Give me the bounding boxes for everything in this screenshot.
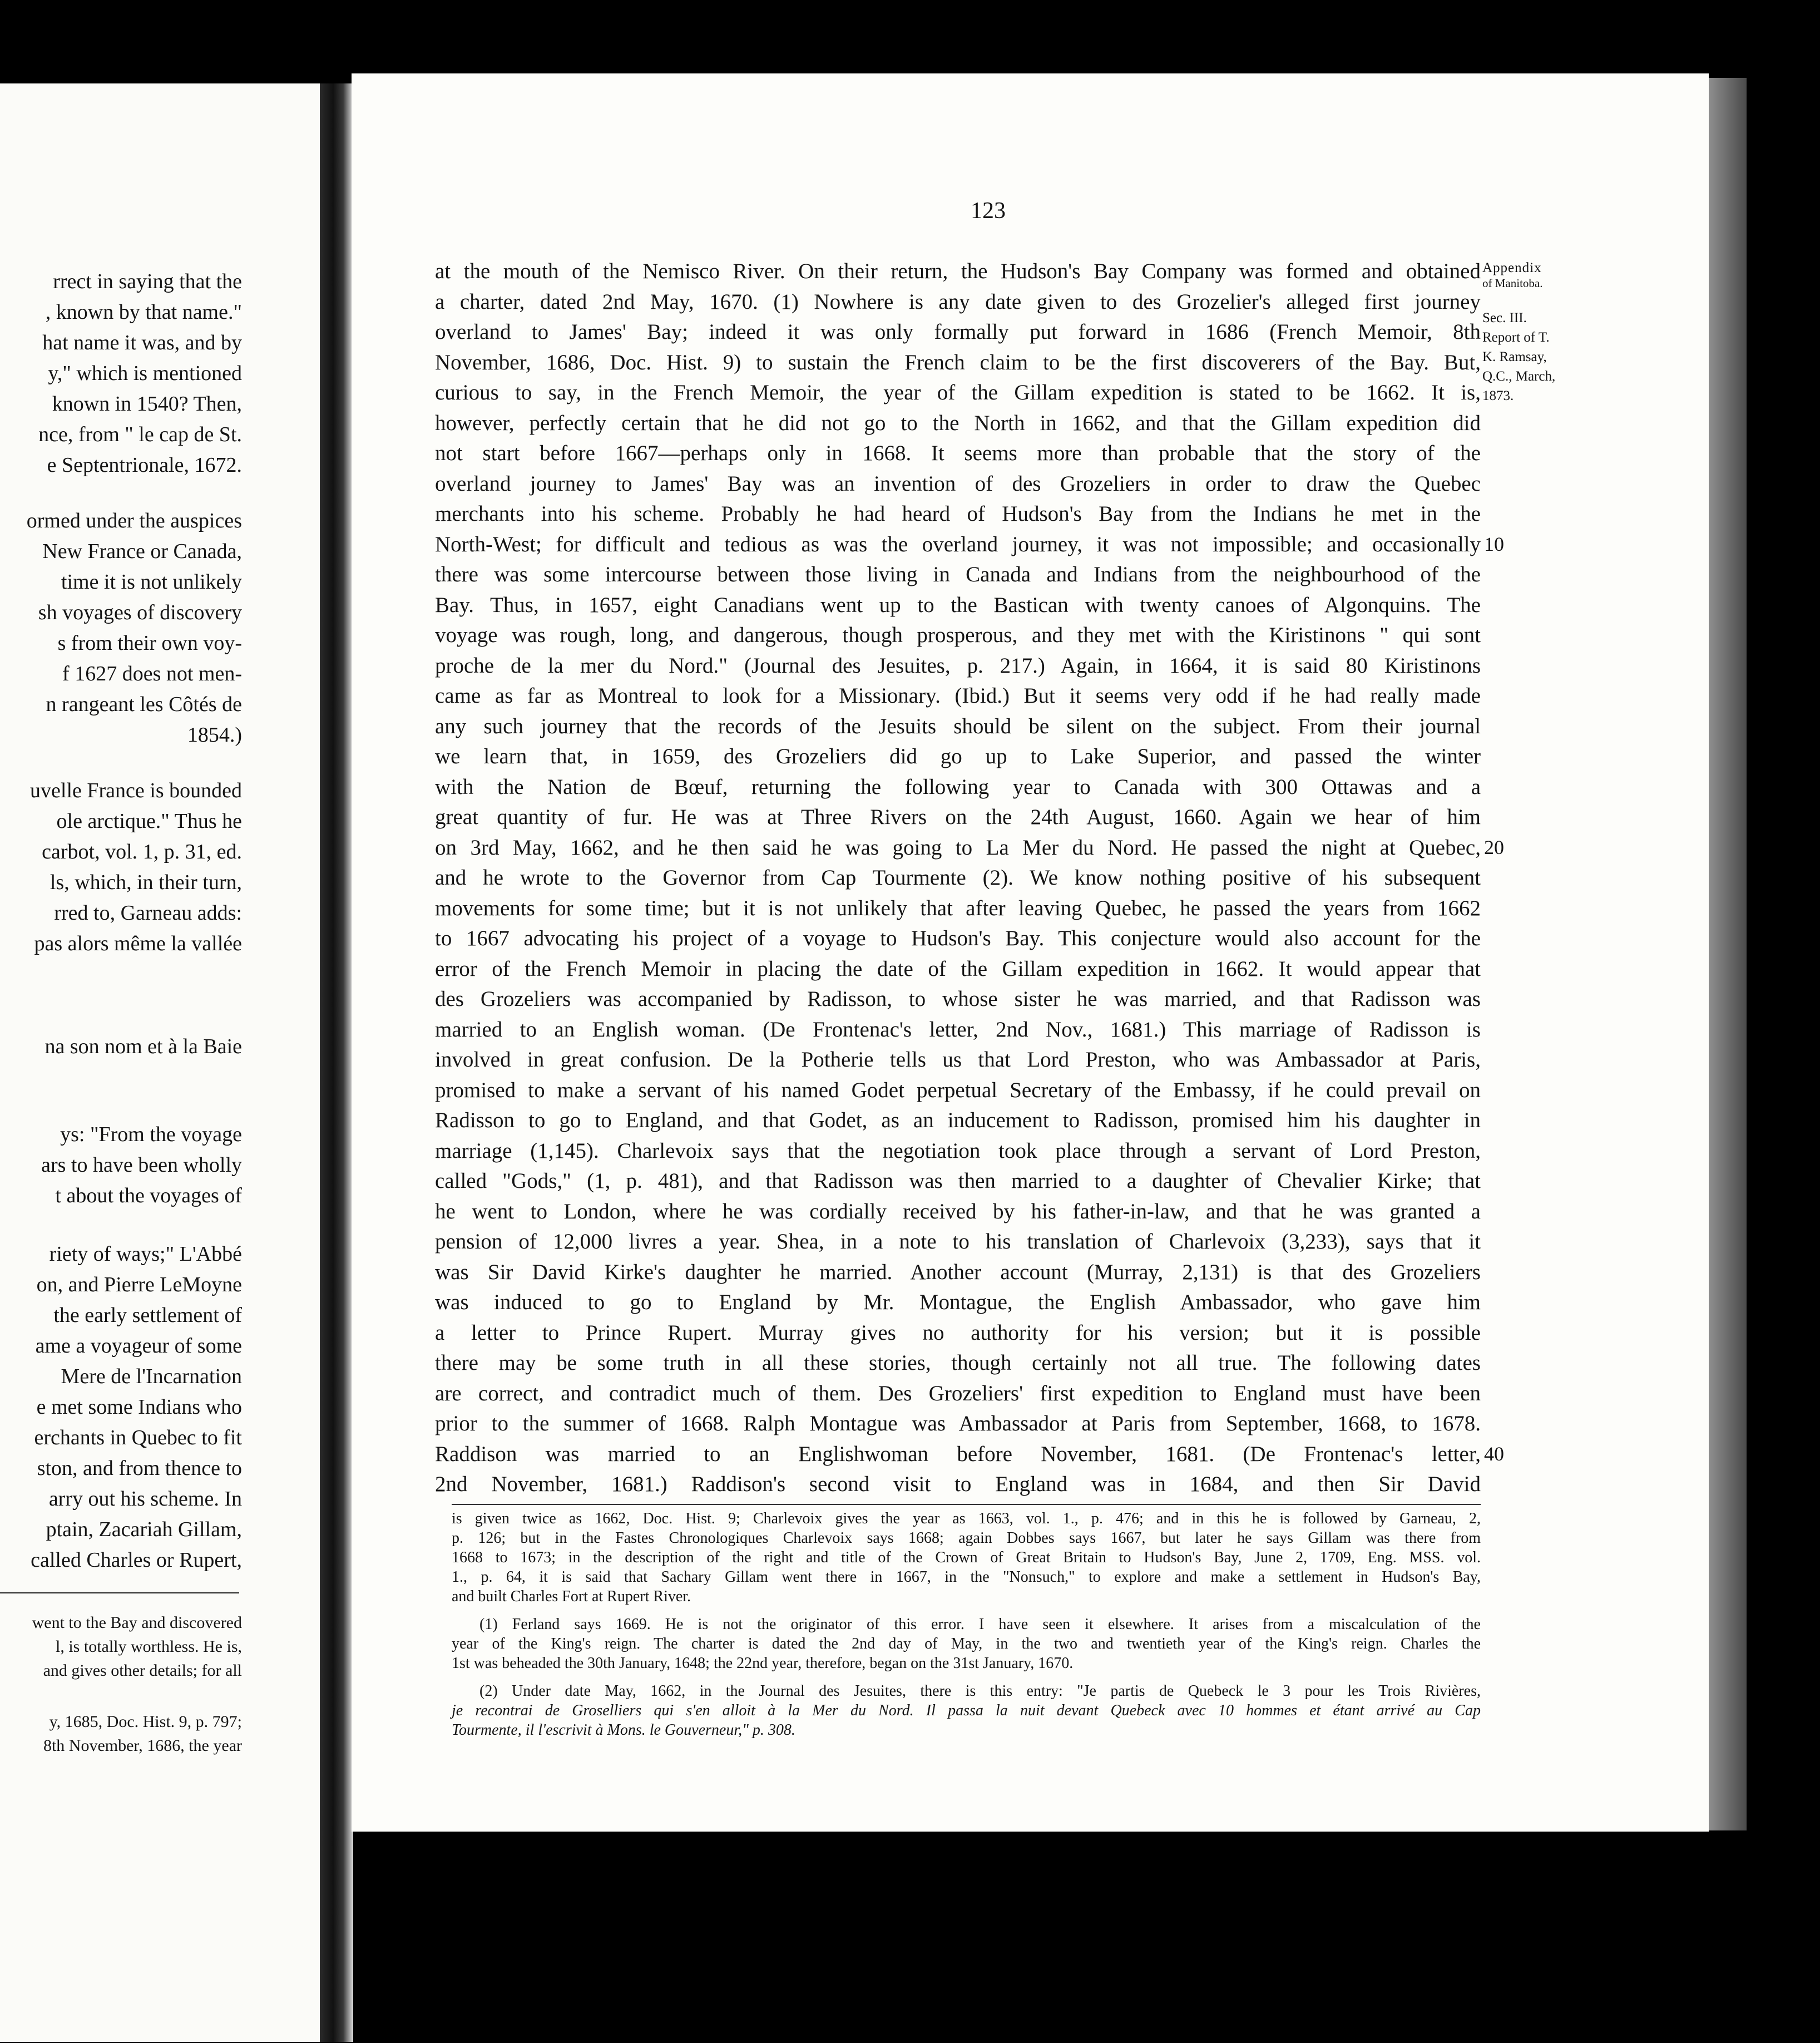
left-text-line: called Charles or Rupert, (31, 1548, 242, 1572)
margin-note-line: Report of T. (1482, 330, 1550, 345)
footnote-line: p. 126; but in the Fastes Chronologiques Charlevoix says 1668; again Dobbes says 1667, but later he says Gillam was there from (452, 1529, 1481, 1547)
left-text-line: on, and Pierre LeMoyne (36, 1273, 242, 1296)
left-text-line: rrect in saying that the (53, 270, 242, 293)
left-text-line: 1854.) (187, 723, 242, 747)
text-line: with the Nation de Bœuf, returning the following year to Canada with 300 Ottawas and a (435, 775, 1481, 799)
left-footnote-line: and gives other details; for all (43, 1661, 242, 1680)
text-line: error of the French Memoir in placing the date of the Gillam expedition in 1662. It would appear that (435, 957, 1481, 981)
text-line: pension of 12,000 livres a year. Shea, in a note to his translation of Charlevoix (3,233), says that it (435, 1230, 1481, 1254)
footnote-line: 1st was beheaded the 30th January, 1648; the 22nd year, therefore, began on the 31st January, 1670. (452, 1655, 1074, 1672)
text-line: 2nd November, 1681.) Raddison's second visit to England was in 1684, and then Sir David (435, 1472, 1481, 1496)
left-text-line: the early settlement of (53, 1304, 242, 1327)
left-text-line: , known by that name." (45, 300, 242, 324)
left-text-line: e Septentrionale, 1672. (47, 453, 242, 477)
left-text-line: ole arctique." Thus he (56, 810, 242, 833)
footnote-line: je recontrai de Groselliers qui s'en alloit à la Mer du Nord. Il passa la nuit devant Quebeck avec 10 hommes et étant arrivé au Cap (452, 1702, 1481, 1719)
text-line: we learn that, in 1659, des Grozeliers did go up to Lake Superior, and passed the winter (435, 744, 1481, 768)
text-line: proche de la mer du Nord." (Journal des Jesuites, p. 217.) Again, in 1664, it is said 80 Kiristinons (435, 654, 1481, 678)
left-text-line: ls, which, in their turn, (50, 871, 242, 894)
left-text-line: hat name it was, and by (42, 331, 242, 354)
footnote-line: is given twice as 1662, Doc. Hist. 9; Charlevoix gives the year as 1663, vol. 1., p. 476; and in this he is followed by Garneau, 2, (452, 1510, 1481, 1527)
left-footnote-line: l, is totally worthless. He is, (56, 1637, 242, 1656)
page-number: 123 (971, 198, 1006, 224)
text-line: overland journey to James' Bay was an invention of des Grozeliers in order to draw the Quebec (435, 472, 1481, 496)
text-line: any such journey that the records of the Jesuits should be silent on the subject. From their journal (435, 714, 1481, 738)
footnote-line: 1668 to 1673; in the description of the right and title of the Crown of Great Britain to Hudson's Bay, June 2, 1709, Eng. MSS. vol. (452, 1549, 1481, 1566)
text-line: called "Gods," (1, p. 481), and that Radisson was then married to a daughter of Chevalier Kirke; that (435, 1169, 1481, 1193)
text-line: on 3rd May, 1662, and he then said he was going to La Mer du Nord. He passed the night at Quebec, (435, 836, 1481, 860)
text-line: great quantity of fur. He was at Three Rivers on the 24th August, 1660. Again we hear of him (435, 805, 1481, 829)
text-line: there may be some truth in all these stories, though certainly not all true. The following dates (435, 1351, 1481, 1375)
text-line: Raddison was married to an Englishwoman before November, 1681. (De Frontenac's letter, (435, 1442, 1481, 1466)
left-text-line: e met some Indians who (36, 1395, 242, 1419)
line-number-10: 10 (1484, 533, 1504, 555)
margin-note-line: 1873. (1482, 388, 1514, 403)
left-text-line: erchants in Quebec to fit (34, 1426, 242, 1449)
left-text-line: ptain, Zacariah Gillam, (46, 1518, 242, 1541)
left-text-line: riety of ways;" L'Abbé (49, 1242, 242, 1266)
footnote-line: 1., p. 64, it is said that Sachary Gillam went there in 1667, in the "Nonsuch," to explore and make a settlement in Hudson's Bay, (452, 1568, 1481, 1586)
text-line: November, 1686, Doc. Hist. 9) to sustain the French claim to be the first discoverers of the Bay. But, (435, 351, 1481, 374)
left-text-line: ys: "From the voyage (60, 1123, 242, 1146)
text-line: there was some intercourse between those living in Canada and Indians from the neighbourhood of the (435, 562, 1481, 586)
text-line: and he wrote to the Governor from Cap Tourmente (2). We know nothing positive of his subsequent (435, 866, 1481, 890)
left-text-line: pas alors même la vallée (34, 932, 242, 955)
margin-note-line: K. Ramsay, (1482, 349, 1547, 364)
text-line: involved in great confusion. De la Potherie tells us that Lord Preston, who was Ambassador at Paris, (435, 1048, 1481, 1072)
line-number-40: 40 (1484, 1443, 1504, 1465)
left-text-line: arry out his scheme. In (48, 1487, 242, 1511)
text-line: curious to say, in the French Memoir, the year of the Gillam expedition is stated to be 1662. It is, (435, 381, 1481, 404)
left-text-line: na son nom et à la Baie (44, 1035, 242, 1058)
footnote-line: year of the King's reign. The charter is dated the 2nd day of May, in the two and twentieth year of the King's reign. Charles the (452, 1635, 1481, 1652)
left-text-line: uvelle France is bounded (30, 779, 242, 802)
text-line: des Grozeliers was accompanied by Radisson, to whose sister he was married, and that Radisson was (435, 987, 1481, 1011)
text-line: married to an English woman. (De Frontenac's letter, 2nd Nov., 1681.) This marriage of Radisson is (435, 1018, 1481, 1042)
left-footnote-line: y, 1685, Doc. Hist. 9, p. 797; (49, 1713, 242, 1731)
footnote-line: (1) Ferland says 1669. He is not the originator of this error. I have seen it elsewhere. It arises from a miscalculation of the (479, 1616, 1481, 1633)
book-spine (320, 83, 353, 2042)
text-line: he went to London, where he was cordially received by his father-in-law, and that he was granted a (435, 1200, 1481, 1223)
line-number-20: 20 (1484, 836, 1504, 858)
left-text-line: f 1627 does not men- (62, 662, 242, 685)
text-line: not start before 1667—perhaps only in 1668. It seems more than probable that the story of the (435, 441, 1481, 465)
margin-note-line: Appendix (1482, 260, 1542, 275)
text-line: overland to James' Bay; indeed it was only formally put forward in 1686 (French Memoir, 8th (435, 320, 1481, 344)
margin-note-line: Sec. III. (1482, 310, 1527, 325)
text-line: voyage was rough, long, and dangerous, though prosperous, and they met with the Kiristinons " qui sont (435, 623, 1481, 647)
left-text-line: s from their own voy- (57, 631, 242, 655)
left-text-line: carbot, vol. 1, p. 31, ed. (42, 840, 242, 863)
text-line: at the mouth of the Nemisco River. On their return, the Hudson's Bay Company was formed and obtained (435, 259, 1481, 283)
left-text-line: known in 1540? Then, (52, 392, 242, 416)
footnote-line: and built Charles Fort at Rupert River. (452, 1588, 691, 1605)
text-line: North-West; for difficult and tedious as was the overland journey, it was not impossible; and occasionally (435, 532, 1481, 556)
left-text-line: sh voyages of discovery (38, 601, 242, 624)
text-line: prior to the summer of 1668. Ralph Montague was Ambassador at Paris from September, 1668, to 1678. (435, 1412, 1481, 1435)
text-line: movements for some time; but it is not unlikely that after leaving Quebec, he passed the years from 1662 (435, 896, 1481, 920)
left-text-line: t about the voyages of (55, 1184, 242, 1207)
left-text-line: ormed under the auspices (26, 509, 242, 532)
left-text-line: rred to, Garneau adds: (54, 901, 242, 925)
left-page-fragment (0, 83, 320, 2042)
left-text-line: Mere de l'Incarnation (61, 1365, 242, 1388)
left-footnote-rule (0, 1592, 239, 1593)
margin-note-line: Q.C., March, (1482, 369, 1556, 384)
left-text-line: time it is not unlikely (61, 570, 242, 594)
left-footnote-line: 8th November, 1686, the year (43, 1736, 242, 1755)
page-edge-shadow (1702, 78, 1747, 1830)
text-line: promised to make a servant of his named Godet perpetual Secretary of the Embassy, if he could prevail on (435, 1078, 1481, 1102)
left-text-line: ston, and from thence to (37, 1457, 242, 1480)
left-text-line: n rangeant les Côtés de (46, 693, 242, 716)
text-line: came as far as Montreal to look for a Missionary. (Ibid.) But it seems very odd if he had really made (435, 684, 1481, 708)
left-text-line: New France or Canada, (42, 540, 242, 563)
footnote-rule (452, 1504, 1481, 1505)
footnote-line: (2) Under date May, 1662, in the Journal des Jesuites, there is this entry: "Je partis de Quebeck le 3 pour les Trois Rivières, (479, 1682, 1481, 1700)
footnote-line: Tourmente, il l'escrivit à Mons. le Gouverneur," p. 308. (452, 1721, 795, 1739)
margin-note-line: of Manitoba. (1482, 277, 1543, 290)
left-text-line: nce, from " le cap de St. (38, 423, 242, 446)
text-line: was Sir David Kirke's daughter he married. Another account (Murray, 2,131) is that des Grozeliers (435, 1260, 1481, 1284)
text-line: merchants into his scheme. Probably he had heard of Hudson's Bay from the Indians he met in the (435, 502, 1481, 526)
text-line: Bay. Thus, in 1657, eight Canadians went up to the Bastican with twenty canoes of Algonquins. The (435, 593, 1481, 617)
text-line: are correct, and contradict much of them. Des Grozeliers' first expedition to England must have been (435, 1381, 1481, 1405)
left-text-line: ame a voyageur of some (35, 1334, 242, 1358)
text-line: a letter to Prince Rupert. Murray gives no authority for his version; but it is possible (435, 1321, 1481, 1345)
text-line: was induced to go to England by Mr. Montague, the English Ambassador, who gave him (435, 1290, 1481, 1314)
left-text-line: ars to have been wholly (41, 1153, 242, 1177)
text-line: to 1667 advocating his project of a voyage to Hudson's Bay. This conjecture would also account for the (435, 926, 1481, 950)
text-line: however, perfectly certain that he did not go to the North in 1662, and that the Gillam expedition did (435, 411, 1481, 435)
left-text-line: y," which is mentioned (48, 362, 242, 385)
left-footnote-line: went to the Bay and discovered (32, 1613, 242, 1632)
text-line: marriage (1,145). Charlevoix says that the negotiation took place through a servant of Lord Preston, (435, 1139, 1481, 1163)
text-line: a charter, dated 2nd May, 1670. (1) Nowhere is any date given to des Grozelier's alleged first journey (435, 290, 1481, 314)
text-line: Radisson to go to England, and that Godet, as an inducement to Radisson, promised him his daughter in (435, 1108, 1481, 1132)
